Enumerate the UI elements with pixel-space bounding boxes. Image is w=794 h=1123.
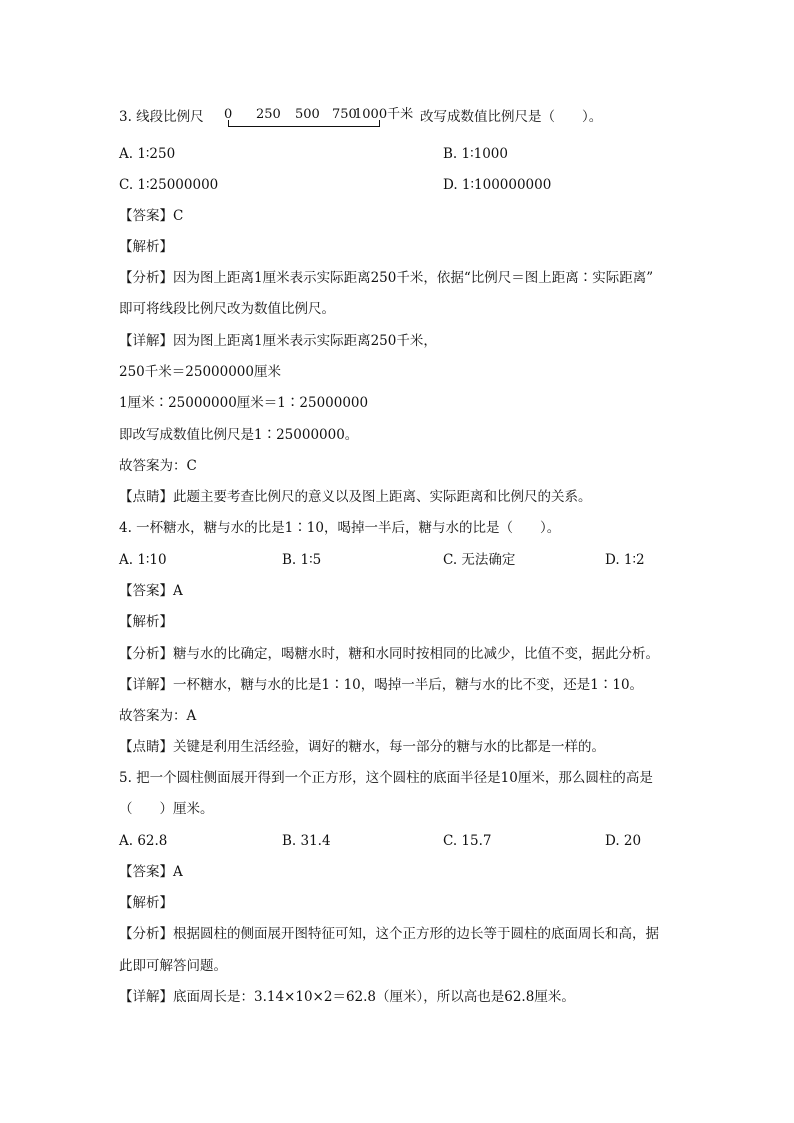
q4-answer: 【答案】A bbox=[119, 583, 183, 599]
scale-label-500: 500 bbox=[295, 107, 320, 122]
q5-question-line1: 5. 把一个圆柱侧面展开得到一个正方形，这个圆柱的底面半径是10厘米，那么圆柱的高是 bbox=[119, 770, 653, 786]
scale-end-right bbox=[379, 120, 380, 127]
q4-final-answer: 故答案为：A bbox=[119, 708, 197, 724]
scale-end-left bbox=[228, 120, 229, 127]
q3-detail-line4: 即改写成数值比例尺是1∶25000000。 bbox=[119, 427, 359, 443]
q4-detail-line1: 【详解】一杯糖水，糖与水的比是1∶10，喝掉一半后，糖与水的比不变，还是1∶10。 bbox=[119, 677, 644, 693]
q3-prefix: 3. 线段比例尺 bbox=[119, 109, 204, 125]
q5-option-c: C. 15.7 bbox=[443, 833, 492, 849]
q4-option-d: D. 1∶2 bbox=[605, 552, 645, 568]
q5-option-a: A. 62.8 bbox=[119, 833, 168, 849]
q5-answer: 【答案】A bbox=[119, 864, 183, 880]
scale-label-1000: 1000千米 bbox=[354, 107, 414, 122]
q3-analysis-line1: 【分析】因为图上距离1厘米表示实际距离250千米，依据“比例尺＝图上距离∶实际距离” bbox=[119, 270, 654, 286]
q5-option-b: B. 31.4 bbox=[282, 833, 331, 849]
q3-detail-line1: 【详解】因为图上距离1厘米表示实际距离250千米， bbox=[119, 333, 437, 349]
q4-option-a: A. 1∶10 bbox=[119, 552, 167, 568]
q3-option-d: D. 1∶100000000 bbox=[443, 177, 552, 193]
q5-question-line2: （ ）厘米。 bbox=[119, 801, 214, 817]
q3-analysis-head: 【解析】 bbox=[119, 239, 173, 255]
line-segment-scale bbox=[208, 106, 414, 136]
scale-line bbox=[228, 126, 380, 127]
q3-option-c: C. 1∶25000000 bbox=[119, 177, 219, 193]
q3-comment: 【点睛】此题主要考查比例尺的意义以及图上距离、实际距离和比例尺的关系。 bbox=[119, 489, 592, 505]
q4-option-b: B. 1∶5 bbox=[282, 552, 322, 568]
q5-analysis-line1: 【分析】根据圆柱的侧面展开图特征可知，这个正方形的边长等于圆柱的底面周长和高，据 bbox=[119, 926, 659, 942]
q5-detail-line1: 【详解】底面周长是：3.14×10×2＝62.8（厘米），所以高也是62.8厘米。 bbox=[119, 989, 575, 1005]
q5-option-d: D. 20 bbox=[605, 833, 642, 849]
scale-label-250: 250 bbox=[256, 107, 281, 122]
q3-final-answer: 故答案为：C bbox=[119, 458, 197, 474]
q4-question: 4. 一杯糖水，糖与水的比是1∶10，喝掉一半后，糖与水的比是（ ）。 bbox=[119, 520, 561, 536]
q3-suffix: 改写成数值比例尺是（ ）。 bbox=[420, 109, 603, 125]
q5-analysis-line2: 此即可解答问题。 bbox=[119, 958, 227, 974]
scale-label-0: 0 bbox=[224, 107, 233, 122]
q4-analysis-line1: 【分析】糖与水的比确定，喝糖水时，糖和水同时按相同的比减少，比值不变，据此分析。 bbox=[119, 646, 659, 662]
q3-option-a: A. 1∶250 bbox=[119, 146, 176, 162]
scale-label-750: 750 bbox=[332, 107, 357, 122]
q3-analysis-line2: 即可将线段比例尺改为数值比例尺。 bbox=[119, 301, 335, 317]
q3-option-b: B. 1∶1000 bbox=[443, 146, 508, 162]
q3-answer: 【答案】C bbox=[119, 208, 184, 224]
q3-detail-line3: 1厘米∶25000000厘米＝1∶25000000 bbox=[119, 395, 369, 411]
q3-detail-line2: 250千米＝25000000厘米 bbox=[119, 364, 281, 380]
q4-analysis-head: 【解析】 bbox=[119, 614, 173, 630]
q4-comment: 【点睛】关键是利用生活经验，调好的糖水，每一部分的糖与水的比都是一样的。 bbox=[119, 739, 605, 755]
q5-analysis-head: 【解析】 bbox=[119, 895, 173, 911]
q4-option-c: C. 无法确定 bbox=[443, 552, 516, 568]
